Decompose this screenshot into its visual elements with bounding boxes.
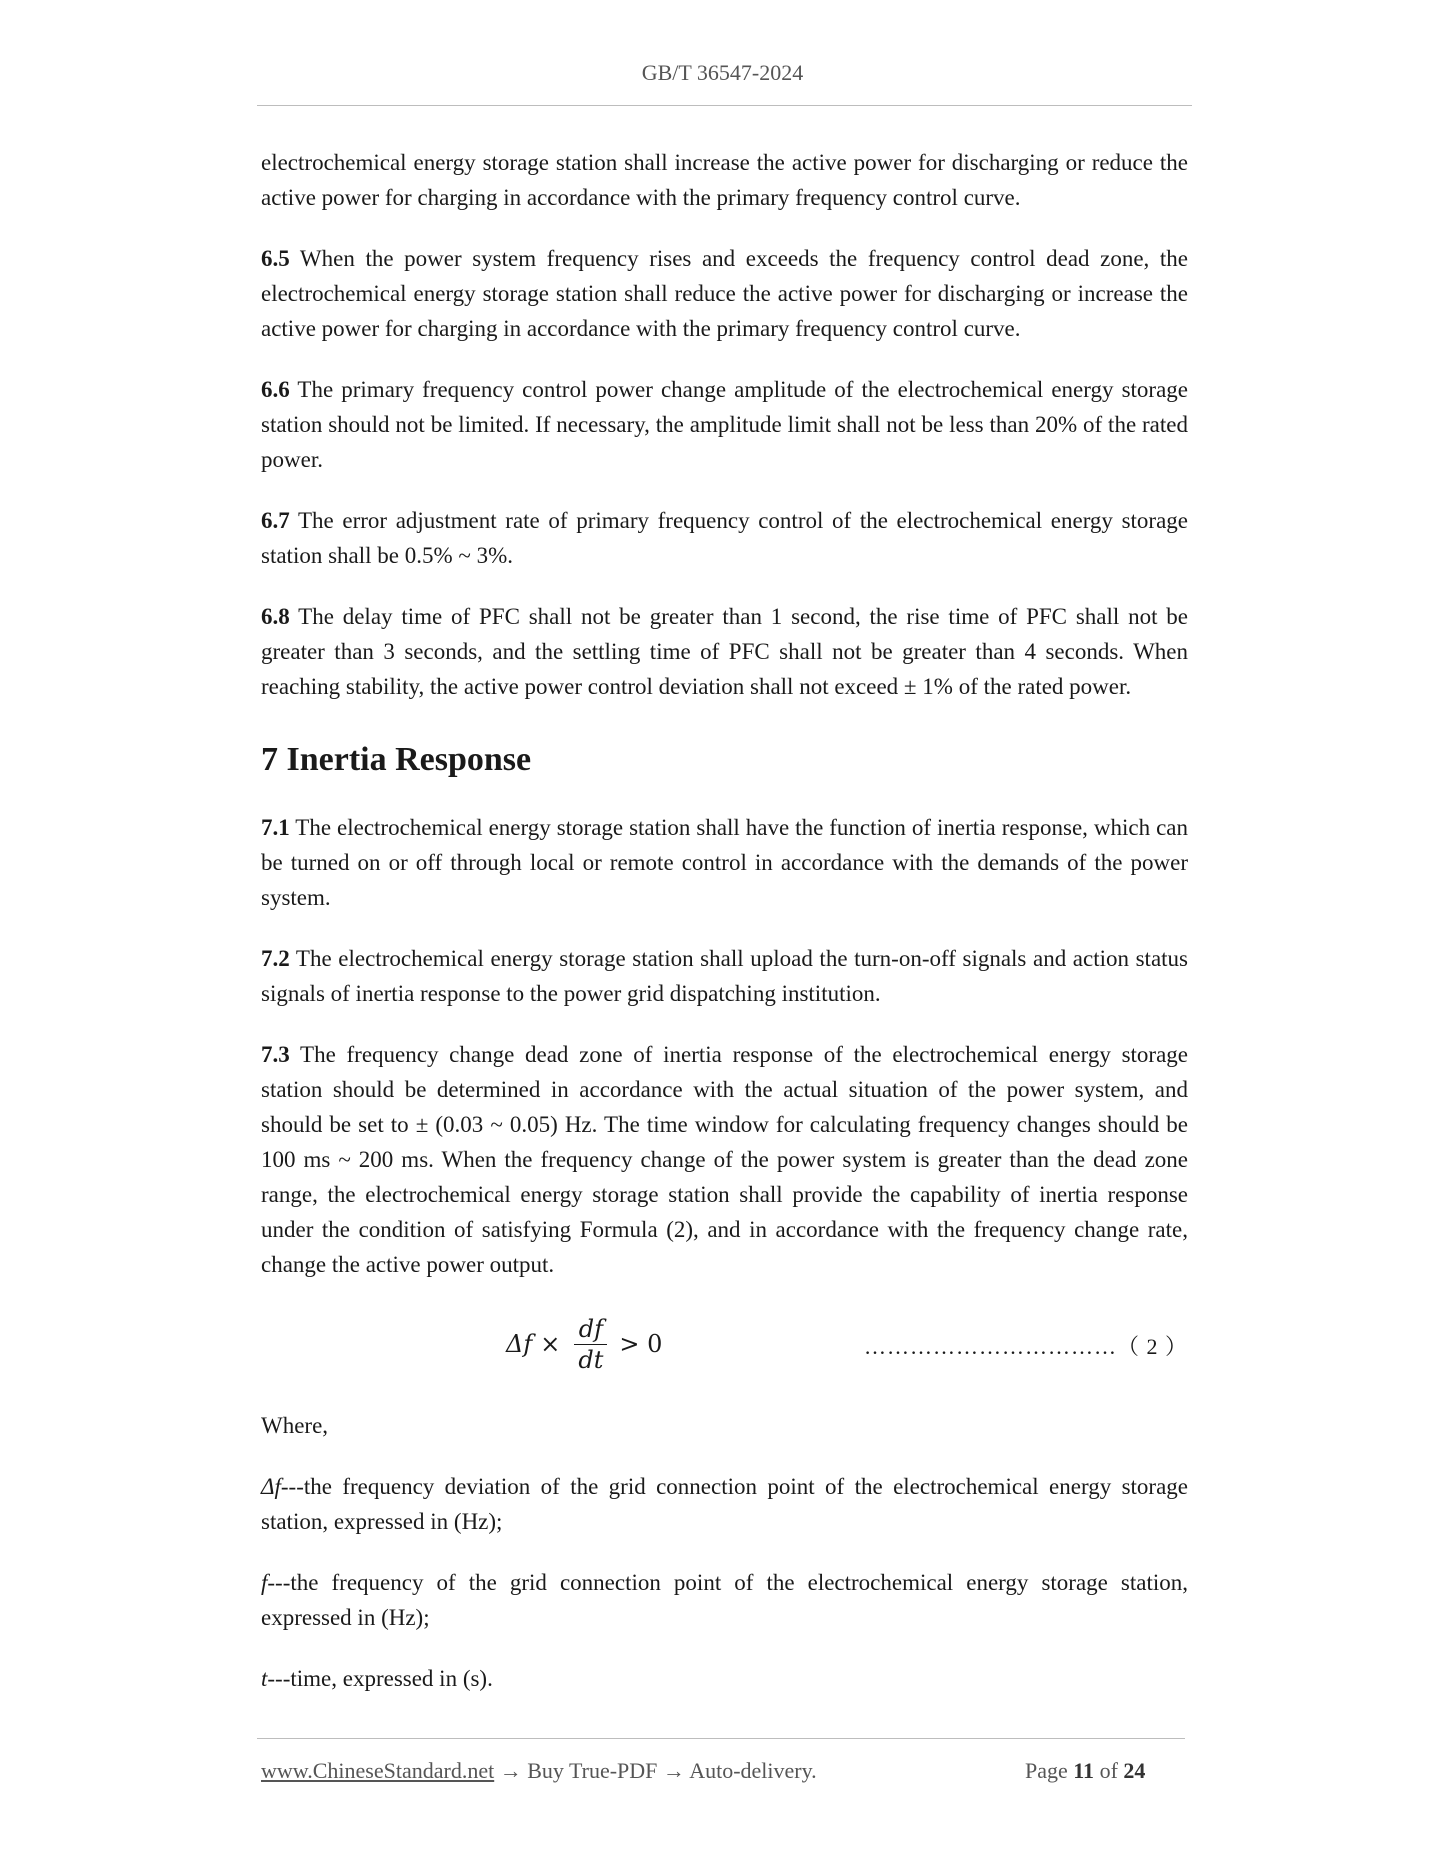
formula-expression bbox=[506, 1308, 662, 1380]
clause-text: The delay time of PFC shall not be greater than 1 second, the rise time of PFC shall not be greater than 3 seconds, and the settling time of PFC shall not be greater than 4 seconds. When reaching stability, the active power control deviation shall not exceed ± 1% of the rated power. bbox=[261, 604, 1188, 699]
page-body bbox=[261, 145, 1188, 1722]
formula-fraction bbox=[574, 1314, 607, 1375]
clause-7-3 bbox=[261, 1037, 1188, 1282]
formula-numerator: df bbox=[578, 1314, 603, 1343]
clause-6-8 bbox=[261, 599, 1188, 704]
clause-text: When the power system frequency rises and exceeds the frequency control dead zone, the electrochemical energy storage station shall reduce the active power for discharging or increase the active power for charging in accordance with the primary frequency control curve. bbox=[261, 246, 1188, 341]
formula-delta-f: Δf bbox=[506, 1330, 533, 1358]
formula-reference: ……………………………（ 2 ） bbox=[863, 1334, 1188, 1359]
clause-text: The primary frequency control power change amplitude of the electrochemical energy storage station should not be limited. If necessary, the amplitude limit shall not be less than 20% of the rated power. bbox=[261, 377, 1188, 472]
clause-6-5 bbox=[261, 241, 1188, 346]
footer-promo bbox=[261, 1758, 817, 1784]
clause-number: 6.5 bbox=[261, 246, 290, 271]
page-total: 24 bbox=[1123, 1758, 1146, 1783]
clause-text: The electrochemical energy storage station shall have the function of inertia response, which can be turned on or off through local or remote control in accordance with the demands of the power system. bbox=[261, 815, 1188, 910]
clause-number: 7.2 bbox=[261, 946, 290, 971]
clause-text: The frequency change dead zone of inertia response of the electrochemical energy storage station should be determined in accordance with the actual situation of the power system, and should be set to ± (0.03 ~ 0.05) Hz. The time window for calculating frequency changes should be 100 ms ~ 200 ms. When the frequency change of the power system is greater than the dead zone range, the electrochemical energy storage station shall provide the capability of inertia response under the condition of satisfying Formula (2), and in accordance with the frequency change rate, change the active power output. bbox=[261, 1042, 1188, 1277]
clause-7-1 bbox=[261, 810, 1188, 915]
definition-text: ---the frequency of the grid connection point of the electrochemical energy storage station, expressed in (Hz); bbox=[261, 1570, 1188, 1630]
formula-times: × bbox=[540, 1330, 561, 1358]
clause-text: electrochemical energy storage station shall increase the active power for discharging or reduce the active power for charging in accordance with the primary frequency control curve. bbox=[261, 150, 1188, 210]
definition-symbol: t bbox=[261, 1666, 268, 1691]
clause-number: 6.6 bbox=[261, 377, 290, 402]
clause-number: 6.7 bbox=[261, 508, 290, 533]
header-divider bbox=[257, 105, 1192, 106]
site-link[interactable]: www.ChineseStandard.net bbox=[261, 1758, 495, 1783]
definition-delta-f bbox=[261, 1469, 1188, 1539]
clause-7-2 bbox=[261, 941, 1188, 1011]
page-number bbox=[1025, 1758, 1145, 1784]
definition-text: ---time, expressed in (s). bbox=[267, 1666, 493, 1691]
definition-text: ---the frequency deviation of the grid connection point of the electrochemical energy storage station, expressed in (Hz); bbox=[261, 1474, 1188, 1534]
clause-text: The electrochemical energy storage station shall upload the turn-on-off signals and action status signals of inertia response to the power grid dispatching institution. bbox=[261, 946, 1188, 1006]
formula-relation: > 0 bbox=[619, 1330, 663, 1358]
formula-2 bbox=[261, 1308, 1188, 1380]
clause-text: The error adjustment rate of primary frequency control of the electrochemical energy storage station shall be 0.5% ~ 3%. bbox=[261, 508, 1188, 568]
clause-6-7 bbox=[261, 503, 1188, 573]
where-label: Where, bbox=[261, 1413, 329, 1438]
of-word: of bbox=[1099, 1758, 1118, 1783]
definition-symbol: f bbox=[261, 1570, 268, 1595]
formula-denominator: dt bbox=[574, 1344, 607, 1375]
section-heading: 7 Inertia Response bbox=[261, 741, 532, 778]
definition-t bbox=[261, 1661, 1188, 1696]
clause-number: 7.3 bbox=[261, 1042, 290, 1067]
page-header-standard-id: GB/T 36547-2024 bbox=[641, 60, 804, 85]
footer-divider bbox=[257, 1738, 1185, 1739]
clause-number: 6.8 bbox=[261, 604, 290, 629]
definition-symbol: Δf bbox=[261, 1474, 281, 1499]
page-word: Page bbox=[1025, 1758, 1068, 1783]
definition-f bbox=[261, 1565, 1188, 1635]
clause-6-6 bbox=[261, 372, 1188, 477]
paragraph-continued bbox=[261, 145, 1188, 215]
footer-promo-text: → Buy True-PDF → Auto-delivery. bbox=[494, 1758, 817, 1783]
page-current: 11 bbox=[1073, 1758, 1095, 1783]
clause-number: 7.1 bbox=[261, 815, 290, 840]
